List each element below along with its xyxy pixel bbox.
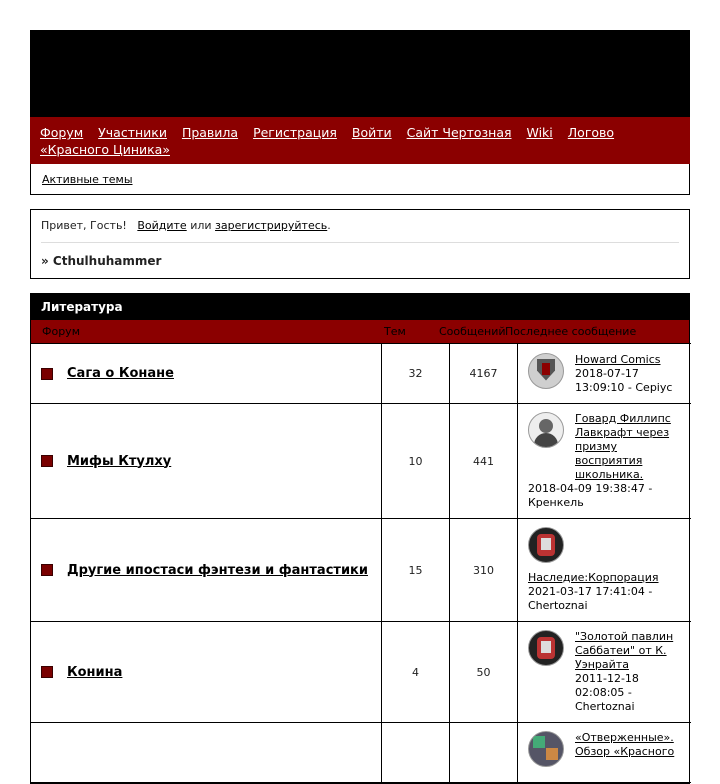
nav-rules[interactable]: Правила	[181, 125, 239, 140]
forum-status-icon	[41, 368, 53, 380]
last-post-meta: 2018-07-17 13:09:10 - Серiус	[575, 366, 673, 394]
tube-avatar-icon[interactable]	[528, 527, 564, 563]
posts-count	[450, 723, 518, 783]
topics-count: 4	[382, 622, 450, 723]
posts-count: 4167	[450, 344, 518, 404]
col-forum: Форум	[42, 325, 80, 338]
forum-row	[31, 344, 691, 404]
forum-row	[31, 404, 691, 519]
last-post-link[interactable]: Наследие:Корпорация	[528, 571, 659, 584]
forum-row	[31, 622, 691, 723]
col-posts: Сообщений	[439, 325, 506, 338]
posts-count: 310	[450, 519, 518, 622]
page-wrapper	[30, 30, 690, 784]
greeting-text: Привет, Гость!	[41, 219, 127, 232]
last-post-link[interactable]: Говард Филлипс Лавкрафт через призму восприятия школьника.	[575, 412, 671, 481]
shield-avatar-icon[interactable]	[528, 353, 564, 389]
register-link[interactable]: зарегистрируйтесь	[215, 219, 328, 232]
period-text: .	[327, 219, 331, 232]
or-text: или	[190, 219, 212, 232]
category-title: Литература	[31, 294, 689, 320]
forum-title[interactable]: Другие ипостаси фэнтези и фантастики	[67, 562, 368, 578]
forum-table	[31, 343, 691, 783]
topics-count: 15	[382, 519, 450, 622]
nav-members[interactable]: Участники	[98, 125, 167, 140]
sub-nav	[30, 164, 690, 195]
nav-register[interactable]: Регистрация	[253, 125, 337, 140]
breadcrumb: » Cthulhuhammer	[41, 254, 162, 268]
last-post-meta: 2021-03-17 17:41:04 - Chertoznai	[528, 585, 653, 612]
col-last-post: Последнее сообщение	[505, 325, 637, 338]
nav-login[interactable]: Войти	[351, 125, 392, 140]
nav-wiki[interactable]: Wiki	[526, 125, 553, 140]
last-post-meta: 2011-12-18 02:08:05 - Chertoznai	[575, 672, 639, 713]
nav-forum[interactable]: Форум	[40, 125, 84, 140]
active-topics-link[interactable]: Активные темы	[42, 172, 133, 186]
login-link[interactable]: Войдите	[137, 219, 187, 232]
forum-title[interactable]: Конина	[67, 664, 123, 680]
forum-status-icon	[41, 455, 53, 467]
last-post-meta: 2018-04-09 19:38:47 - Кренкель	[528, 482, 653, 509]
last-post-link[interactable]: "Золотой павлин Саббатеи" от К. Уэнрайта	[575, 630, 674, 671]
mosaic-avatar-icon[interactable]	[528, 731, 564, 767]
welcome-line	[41, 210, 679, 243]
last-post-link[interactable]: Howard Comics	[575, 352, 661, 366]
posts-count: 50	[450, 622, 518, 723]
forum-row	[31, 723, 691, 783]
forum-title[interactable]: Мифы Ктулху	[67, 453, 172, 469]
topics-count: 32	[382, 344, 450, 404]
forum-status-icon	[41, 666, 53, 678]
header-banner	[30, 30, 690, 117]
forum-status-icon	[41, 564, 53, 576]
nav-lair[interactable]: Логово «Красного Циника»	[40, 125, 615, 157]
welcome-box	[30, 209, 690, 279]
category-block	[30, 293, 690, 784]
nav-site[interactable]: Сайт Чертозная	[406, 125, 512, 140]
tube-avatar-icon[interactable]	[528, 630, 564, 666]
forum-row	[31, 519, 691, 622]
main-nav	[30, 117, 690, 164]
topics-count	[382, 723, 450, 783]
col-topics: Тем	[384, 325, 406, 338]
posts-count: 441	[450, 404, 518, 519]
topics-count: 10	[382, 404, 450, 519]
forum-title[interactable]: Сага о Конане	[67, 366, 174, 381]
person-avatar-icon[interactable]	[528, 412, 564, 448]
column-header	[31, 320, 689, 343]
last-post-link[interactable]: «Отверженные». Обзор «Красного	[575, 731, 675, 758]
